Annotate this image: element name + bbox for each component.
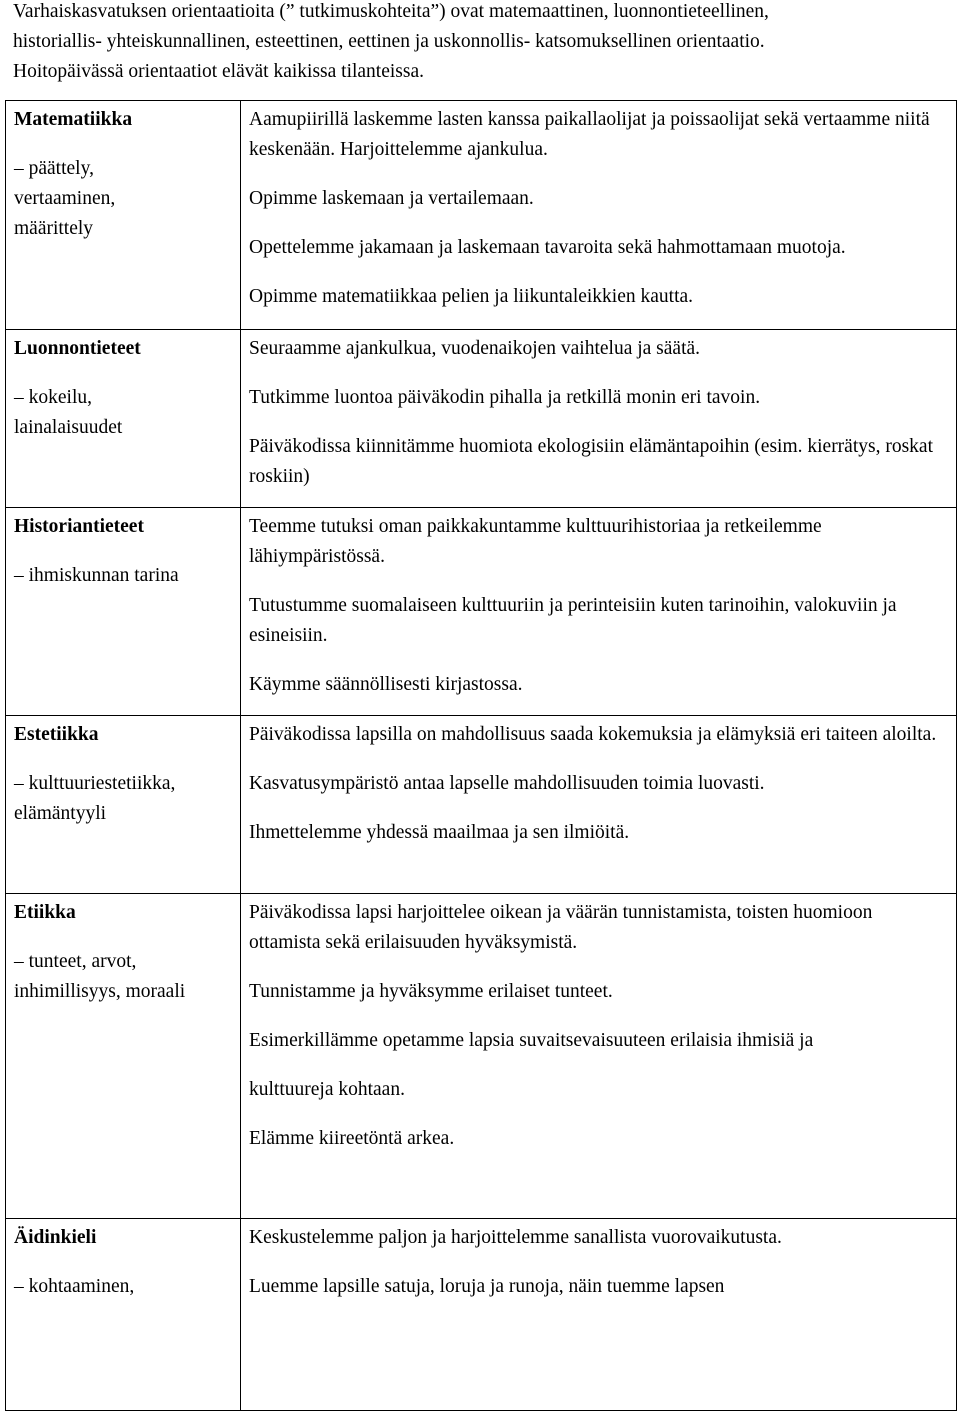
topic-cell: [6, 894, 241, 1219]
activity-text: Tunnistamme ja hyväksymme erilaiset tunteet.: [249, 981, 613, 1002]
activity-text: Ihmettelemme yhdessä maailmaa ja sen ilmiöitä.: [249, 822, 630, 843]
topic-title: Äidinkieli: [14, 1227, 97, 1248]
activities-cell: [241, 894, 957, 1219]
topic-cell: [6, 1219, 241, 1411]
intro-line: Hoitopäivässä orientaatiot elävät kaikissa tilanteissa.: [13, 61, 425, 82]
intro-line: Varhaiskasvatuksen orientaatioita (” tutkimuskohteita”) ovat matemaattinen, luonnontieteellinen,: [13, 1, 769, 22]
topic-description: [14, 154, 236, 244]
topic-title: Etiikka: [14, 902, 76, 923]
activities-cell: [241, 101, 957, 330]
table-row-etiikka: [6, 894, 957, 1219]
activities-cell: [241, 1219, 957, 1411]
activity-text: Päiväkodissa lapsilla on mahdollisuus saada kokemuksia ja elämyksiä eri taiteen aloilta.: [249, 724, 937, 745]
topic-cell: [6, 508, 241, 716]
activity-text: Tutustumme suomalaiseen kulttuuriin ja perinteisiin kuten tarinoihin, valokuviin ja esineisiin.: [249, 595, 897, 646]
table-row-aidinkieli: [6, 1219, 957, 1411]
activity-text: Luemme lapsille satuja, loruja ja runoja, näin tuemme lapsen: [249, 1276, 725, 1297]
intro-line: historiallis- yhteiskunnallinen, esteettinen, eettinen ja uskonnollis- katsomuksellinen orientaatio.: [13, 31, 765, 52]
topic-cell: [6, 330, 241, 508]
topic-title: Estetiikka: [14, 724, 99, 745]
topic-description: [14, 1272, 236, 1302]
topic-cell: [6, 101, 241, 330]
activities-cell: [241, 716, 957, 894]
topic-cell: [6, 716, 241, 894]
topic-description: [14, 947, 236, 1007]
activity-text: Opimme matematiikkaa pelien ja liikuntaleikkien kautta.: [249, 286, 694, 307]
activities-cell: [241, 330, 957, 508]
activity-text: Kasvatusympäristö antaa lapselle mahdollisuuden toimia luovasti.: [249, 773, 765, 794]
topic-description-line: – kohtaaminen,: [14, 1276, 135, 1297]
activity-text: kulttuureja kohtaan.: [249, 1079, 405, 1100]
topic-description-line: – kulttuuriestetiikka,: [14, 773, 176, 794]
topic-description-line: – päättely,: [14, 158, 94, 179]
activity-text: Päiväkodissa lapsi harjoittelee oikean ja väärän tunnistamista, toisten huomioon ottamista sekä erilaisuuden hyväksymistä.: [249, 902, 873, 953]
activity-text: Päiväkodissa kiinnitämme huomiota ekologisiin elämäntapoihin (esim. kierrätys, roskat roskiin): [249, 436, 933, 487]
activity-text: Elämme kiireetöntä arkea.: [249, 1128, 455, 1149]
table-row-luonnontieteet: [6, 330, 957, 508]
activity-text: Esimerkillämme opetamme lapsia suvaitsevaisuuteen erilaisia ihmisiä ja: [249, 1030, 814, 1051]
topic-description: [14, 561, 236, 591]
topic-description: [14, 383, 236, 443]
table-row-matematiikka: [6, 101, 957, 330]
topic-title: Matematiikka: [14, 109, 133, 130]
orientation-table: [5, 100, 957, 1411]
activity-text: Käymme säännöllisesti kirjastossa.: [249, 674, 523, 695]
topic-description-line: vertaaminen,: [14, 188, 116, 209]
table-row-historiantieteet: [6, 508, 957, 716]
activities-cell: [241, 508, 957, 716]
intro-paragraph: [13, 0, 953, 87]
topic-description-line: – kokeilu,: [14, 387, 92, 408]
activity-text: Opimme laskemaan ja vertailemaan.: [249, 188, 534, 209]
topic-title: Historiantieteet: [14, 516, 144, 537]
topic-description-line: inhimillisyys, moraali: [14, 981, 186, 1002]
topic-description-line: – ihmiskunnan tarina: [14, 565, 179, 586]
activity-text: Teemme tutuksi oman paikkakuntamme kulttuurihistoriaa ja retkeilemme lähiympäristössä.: [249, 516, 822, 567]
activity-text: Keskustelemme paljon ja harjoittelemme sanallista vuorovaikutusta.: [249, 1227, 782, 1248]
topic-description-line: määrittely: [14, 218, 94, 239]
topic-title: Luonnontieteet: [14, 338, 141, 359]
table-row-estetiikka: [6, 716, 957, 894]
topic-description: [14, 769, 236, 829]
activity-text: Aamupiirillä laskemme lasten kanssa paikallaolijat ja poissaolijat sekä vertaamme niitä keskenään. Harjoittelemme ajankulua.: [249, 109, 930, 160]
activity-text: Opettelemme jakamaan ja laskemaan tavaroita sekä hahmottamaan muotoja.: [249, 237, 846, 258]
activity-text: Tutkimme luontoa päiväkodin pihalla ja retkillä monin eri tavoin.: [249, 387, 761, 408]
topic-description-line: elämäntyyli: [14, 803, 107, 824]
topic-description-line: lainalaisuudet: [14, 417, 123, 438]
activity-text: Seuraamme ajankulkua, vuodenaikojen vaihtelua ja säätä.: [249, 338, 701, 359]
topic-description-line: – tunteet, arvot,: [14, 951, 137, 972]
